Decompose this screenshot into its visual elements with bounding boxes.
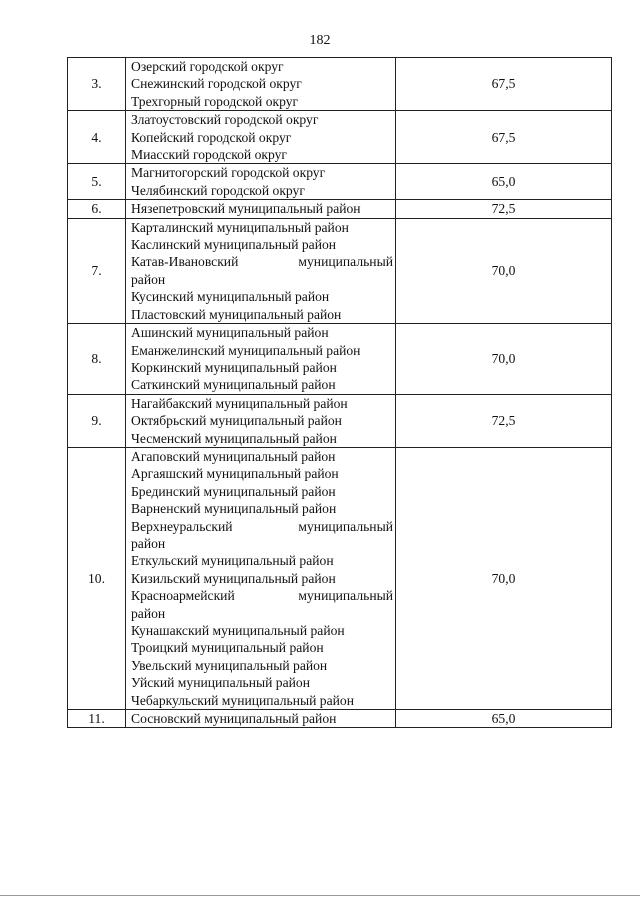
municipality-name: Увельский муниципальный район (131, 657, 328, 673)
row-value: 70,0 (396, 447, 612, 709)
row-number: 4. (68, 111, 126, 164)
municipality-name: Катав-Ивановский муниципальный (131, 254, 393, 270)
municipality-name: Троицкий муниципальный район (131, 640, 324, 656)
municipality-name: Сосновский муниципальный район (131, 711, 337, 727)
municipality-name: Еманжелинский муниципальный район (131, 342, 361, 358)
municipality-list (126, 447, 396, 709)
row-number: 6. (68, 200, 126, 218)
table-row (68, 58, 612, 111)
municipality-name: Ашинский муниципальный район (131, 325, 329, 341)
table-row (68, 324, 612, 395)
municipality-name: Нагайбакский муниципальный район (131, 395, 348, 411)
page-bottom-rule (0, 895, 640, 896)
row-value: 72,5 (396, 394, 612, 447)
municipality-list (126, 58, 396, 111)
table-row (68, 164, 612, 200)
municipality-name: Трехгорный городской округ (131, 93, 299, 109)
row-number: 3. (68, 58, 126, 111)
municipality-name: Пластовский муниципальный район (131, 306, 342, 322)
municipality-name: Чебаркульский муниципальный район (131, 692, 354, 708)
municipality-name: Агаповский муниципальный район (131, 448, 336, 464)
municipality-name: Саткинский муниципальный район (131, 377, 336, 393)
municipality-name: район (131, 271, 166, 287)
municipality-list (126, 111, 396, 164)
municipality-name: Аргаяшский муниципальный район (131, 466, 339, 482)
row-value: 70,0 (396, 324, 612, 395)
municipality-name: Копейский городской округ (131, 129, 292, 145)
municipality-name: Миасский городской округ (131, 147, 287, 163)
municipality-name: Еткульский муниципальный район (131, 553, 334, 569)
page-number: 182 (309, 33, 331, 48)
row-value: 67,5 (396, 58, 612, 111)
municipality-name: Кусинский муниципальный район (131, 289, 330, 305)
row-number: 5. (68, 164, 126, 200)
municipality-name: Брединский муниципальный район (131, 483, 336, 499)
municipality-list (126, 394, 396, 447)
municipality-name: Магнитогорский городской округ (131, 165, 326, 181)
municipality-name: Верхнеуральский муниципальный (131, 518, 393, 534)
row-number: 9. (68, 394, 126, 447)
row-number: 8. (68, 324, 126, 395)
row-value: 67,5 (396, 111, 612, 164)
municipality-name: район (131, 535, 166, 551)
table-row (68, 200, 612, 218)
row-number: 10. (68, 447, 126, 709)
municipality-name: Варненский муниципальный район (131, 501, 337, 517)
municipality-name: Красноармейский муниципальный (131, 588, 393, 604)
table-row (68, 447, 612, 709)
municipality-list (126, 710, 396, 728)
municipality-name: Челябинский городской округ (131, 182, 305, 198)
row-value: 65,0 (396, 710, 612, 728)
row-number: 7. (68, 218, 126, 323)
municipality-list (126, 324, 396, 395)
municipality-name: Октябрьский муниципальный район (131, 413, 342, 429)
municipality-name: Коркинский муниципальный район (131, 359, 337, 375)
municipality-list (126, 164, 396, 200)
municipality-name: район (131, 605, 166, 621)
table-body (68, 58, 612, 728)
municipality-table (67, 57, 612, 728)
table-row (68, 710, 612, 728)
municipality-name: Златоустовский городской округ (131, 112, 319, 128)
table-row (68, 218, 612, 323)
municipality-name: Кунашакский муниципальный район (131, 623, 345, 638)
municipality-name: Кизильский муниципальный район (131, 570, 336, 586)
row-value: 65,0 (396, 164, 612, 200)
row-value: 72,5 (396, 200, 612, 218)
municipality-name: Чесменский муниципальный район (131, 430, 337, 446)
municipality-name: Снежинский городской округ (131, 76, 302, 92)
municipality-name: Карталинский муниципальный район (131, 219, 349, 235)
municipality-name: Каслинский муниципальный район (131, 237, 337, 253)
table-row (68, 394, 612, 447)
municipality-name: Уйский муниципальный район (131, 675, 310, 691)
municipality-list (126, 218, 396, 323)
table-row (68, 111, 612, 164)
row-value: 70,0 (396, 218, 612, 323)
municipality-name: Нязепетровский муниципальный район (131, 201, 361, 217)
municipality-name: Озерский городской округ (131, 59, 284, 74)
row-number: 11. (68, 710, 126, 728)
municipality-list (126, 200, 396, 218)
